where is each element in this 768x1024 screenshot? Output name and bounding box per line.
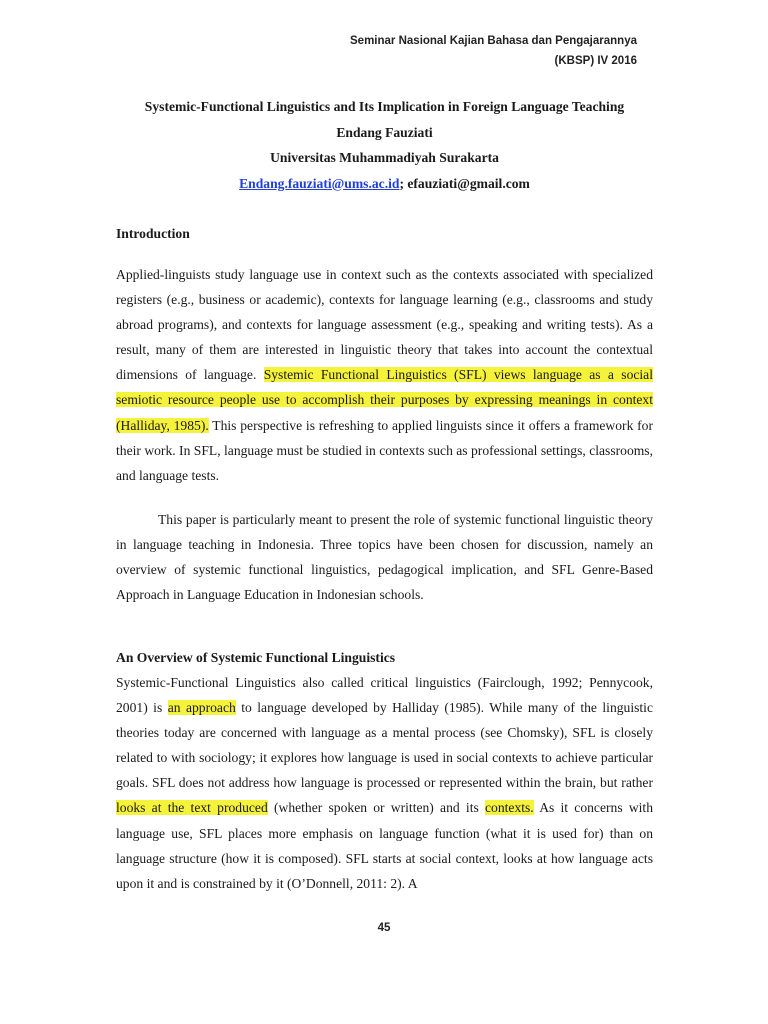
introduction-paragraph-1	[116, 262, 653, 488]
page-number: 45	[377, 922, 391, 934]
intro-text-b: This perspective is refreshing to applied linguists since it offers a framework for their work. In SFL, language must be studied in contexts such as professional settings, classrooms, and language tests.	[116, 417, 653, 483]
intro-highlight: Systemic Functional Linguistics (SFL) views language as a social semiotic resource people use to accomplish their purposes by expressing meanings in context (Halliday, 1985).	[116, 367, 653, 433]
title-block	[116, 94, 653, 196]
overview-paragraph	[116, 670, 653, 896]
author-name: Endang Fauziati	[336, 124, 433, 140]
introduction-heading: Introduction	[116, 226, 190, 241]
introduction-paragraph-2	[116, 507, 653, 607]
email-secondary: efauziati@gmail.com	[407, 175, 530, 191]
author-affiliation: Universitas Muhammadiyah Surakarta	[270, 150, 499, 165]
running-header	[217, 31, 637, 71]
overview-text-4: As it concerns with language use, SFL places more emphasis on language function (what it is used for) than on language structure (how it is composed). SFL starts at social context, looks at how language acts upon it and is constrained by it (O’Donnell, 2011: 2). A	[116, 800, 654, 891]
header-seminar-name: Seminar Nasional Kajian Bahasa dan Pengajarannya	[350, 35, 637, 47]
email-separator: ;	[399, 175, 408, 191]
overview-text-1: Systemic-Functional Linguistics also called critical linguistics (Fairclough, 1992; Pennycook, 2001) is	[116, 675, 653, 716]
intro-p2-text: This paper is particularly meant to present the role of systemic functional linguistic theory in language teaching in Indonesia. Three topics have been chosen for discussion, namely an overview of systemic functional linguistics, pedagogical implication, and SFL Genre-Based Approach in Language Education in Indonesian schools.	[116, 512, 653, 603]
header-edition: (KBSP) IV 2016	[554, 55, 637, 67]
overview-text-3: (whether spoken or written) and its	[273, 800, 479, 816]
author-emails	[116, 171, 653, 197]
email-link-primary[interactable]: Endang.fauziati@ums.ac.id	[239, 175, 400, 191]
intro-text-a: Applied-linguists study language use in context such as the contexts associated with specialized registers (e.g., business or academic), contexts for language learning (e.g., classrooms and study abroad programs), and contexts for language assessment (e.g., speaking and writing tests). As a result, many of them are interested in linguistic theory that takes into account the contextual dimensions of language.	[116, 267, 653, 383]
overview-highlight-text-produced: looks at the text produced	[116, 800, 268, 816]
overview-highlight-contexts: contexts.	[485, 800, 534, 816]
overview-text-2: to language developed by Halliday (1985). While many of the linguistic theories today are concerned with language as a mental process (see Chomsky), SFL is closely related to with sociology; it explores how language is used in social contexts to achieve particular goals. SFL does not address how language is processed or represented within the brain, but rather	[116, 700, 653, 791]
paper-title: Systemic-Functional Linguistics and Its Implication in Foreign Language Teaching	[144, 99, 625, 114]
overview-highlight-approach: an approach	[167, 700, 236, 716]
overview-heading: An Overview of Systemic Functional Linguistics	[116, 650, 396, 665]
